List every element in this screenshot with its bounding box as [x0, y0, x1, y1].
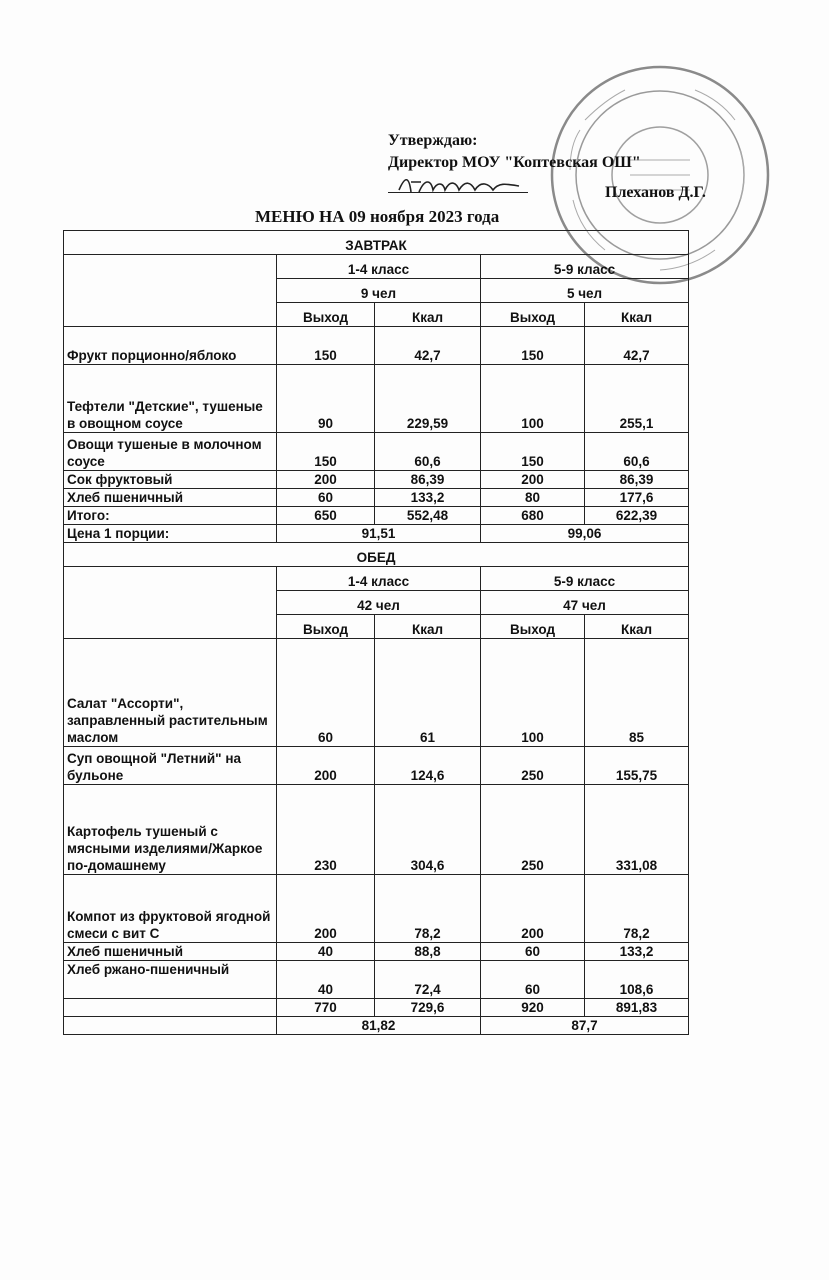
table-row [64, 365, 689, 433]
breakfast-people-1: 9 чел [277, 279, 481, 303]
lunch-corner-cell [64, 567, 277, 639]
breakfast-corner-cell [64, 255, 277, 327]
col-out-1: Выход [277, 615, 375, 639]
table-row [64, 489, 689, 507]
director-title: Директор МОУ "Коптевская ОШ" [388, 154, 641, 171]
breakfast-group-1: 1-4 класс [277, 255, 481, 279]
out-2: 250 [481, 785, 585, 875]
dish-name: Суп овощной "Летний" на бульоне [64, 747, 277, 785]
menu-title: МЕНЮ НА 09 ноября 2023 года [255, 207, 500, 226]
col-kcal-2: Ккал [585, 615, 689, 639]
kcal-1: 42,7 [375, 327, 481, 365]
table-row [64, 875, 689, 943]
kcal-2: 155,75 [585, 747, 689, 785]
kcal-2: 85 [585, 639, 689, 747]
table-row [64, 785, 689, 875]
table-row [64, 639, 689, 747]
out-1: 200 [277, 747, 375, 785]
kcal-1: 60,6 [375, 433, 481, 471]
menu-table [63, 230, 689, 1035]
total-kcal-2: 891,83 [585, 999, 689, 1017]
col-out-2: Выход [481, 615, 585, 639]
dish-name: Фрукт порционно/яблоко [64, 327, 277, 365]
breakfast-people-2: 5 чел [481, 279, 689, 303]
price-1: 91,51 [277, 525, 481, 543]
lunch-groups-row [64, 567, 689, 591]
kcal-2: 86,39 [585, 471, 689, 489]
dish-name: Хлеб ржано-пшеничный [64, 961, 277, 999]
dish-name: Тефтели "Детские", тушеные в овощном соусе [64, 365, 277, 433]
out-2: 100 [481, 639, 585, 747]
dish-name: Хлеб пшеничный [64, 943, 277, 961]
kcal-1: 86,39 [375, 471, 481, 489]
out-1: 40 [277, 943, 375, 961]
out-2: 60 [481, 961, 585, 999]
table-row [64, 327, 689, 365]
lunch-header-row [64, 543, 689, 567]
lunch-total-row [64, 999, 689, 1017]
kcal-1: 72,4 [375, 961, 481, 999]
kcal-2: 42,7 [585, 327, 689, 365]
total-out-1: 650 [277, 507, 375, 525]
out-1: 90 [277, 365, 375, 433]
total-out-2: 680 [481, 507, 585, 525]
total-out-2: 920 [481, 999, 585, 1017]
kcal-2: 331,08 [585, 785, 689, 875]
out-1: 60 [277, 489, 375, 507]
table-row [64, 961, 689, 999]
col-kcal-1: Ккал [375, 615, 481, 639]
signature-line [388, 192, 528, 193]
total-kcal-1: 729,6 [375, 999, 481, 1017]
breakfast-header-row [64, 231, 689, 255]
col-out-2: Выход [481, 303, 585, 327]
table-row [64, 471, 689, 489]
out-2: 150 [481, 433, 585, 471]
col-kcal-2: Ккал [585, 303, 689, 327]
kcal-1: 133,2 [375, 489, 481, 507]
out-2: 200 [481, 471, 585, 489]
total-label-empty [64, 999, 277, 1017]
dish-name: Картофель тушеный с мясными изделиями/Жаркое по-домашнему [64, 785, 277, 875]
out-1: 150 [277, 327, 375, 365]
out-1: 230 [277, 785, 375, 875]
lunch-people-1: 42 чел [277, 591, 481, 615]
kcal-1: 229,59 [375, 365, 481, 433]
kcal-1: 78,2 [375, 875, 481, 943]
handwritten-signature [395, 172, 525, 198]
price-label-empty [64, 1017, 277, 1035]
breakfast-price-row [64, 525, 689, 543]
breakfast-group-2: 5-9 класс [481, 255, 689, 279]
col-out-1: Выход [277, 303, 375, 327]
out-2: 60 [481, 943, 585, 961]
total-kcal-2: 622,39 [585, 507, 689, 525]
dish-name: Компот из фруктовой ягодной смеси с вит С [64, 875, 277, 943]
total-label: Итого: [64, 507, 277, 525]
kcal-2: 78,2 [585, 875, 689, 943]
out-1: 40 [277, 961, 375, 999]
table-row [64, 433, 689, 471]
out-2: 200 [481, 875, 585, 943]
kcal-2: 60,6 [585, 433, 689, 471]
dish-name: Хлеб пшеничный [64, 489, 277, 507]
out-1: 60 [277, 639, 375, 747]
out-1: 200 [277, 471, 375, 489]
total-out-1: 770 [277, 999, 375, 1017]
breakfast-title: ЗАВТРАК [64, 231, 689, 255]
lunch-price-row [64, 1017, 689, 1035]
kcal-2: 177,6 [585, 489, 689, 507]
kcal-1: 124,6 [375, 747, 481, 785]
kcal-2: 255,1 [585, 365, 689, 433]
kcal-2: 133,2 [585, 943, 689, 961]
kcal-1: 88,8 [375, 943, 481, 961]
lunch-group-1: 1-4 класс [277, 567, 481, 591]
approve-label: Утверждаю: [388, 132, 478, 149]
price-label: Цена 1 порции: [64, 525, 277, 543]
kcal-2: 108,6 [585, 961, 689, 999]
out-2: 100 [481, 365, 585, 433]
table-row [64, 747, 689, 785]
price-2: 99,06 [481, 525, 689, 543]
lunch-title: ОБЕД [64, 543, 689, 567]
price-1: 81,82 [277, 1017, 481, 1035]
dish-name: Салат "Ассорти", заправленный растительным маслом [64, 639, 277, 747]
total-kcal-1: 552,48 [375, 507, 481, 525]
table-row [64, 943, 689, 961]
price-2: 87,7 [481, 1017, 689, 1035]
approval-block [388, 130, 641, 174]
lunch-group-2: 5-9 класс [481, 567, 689, 591]
kcal-1: 61 [375, 639, 481, 747]
out-2: 250 [481, 747, 585, 785]
breakfast-total-row [64, 507, 689, 525]
out-2: 150 [481, 327, 585, 365]
out-1: 200 [277, 875, 375, 943]
out-2: 80 [481, 489, 585, 507]
out-1: 150 [277, 433, 375, 471]
col-kcal-1: Ккал [375, 303, 481, 327]
director-name: Плеханов Д.Г. [605, 184, 706, 201]
lunch-people-2: 47 чел [481, 591, 689, 615]
breakfast-groups-row [64, 255, 689, 279]
dish-name: Сок фруктовый [64, 471, 277, 489]
dish-name: Овощи тушеные в молочном соусе [64, 433, 277, 471]
kcal-1: 304,6 [375, 785, 481, 875]
